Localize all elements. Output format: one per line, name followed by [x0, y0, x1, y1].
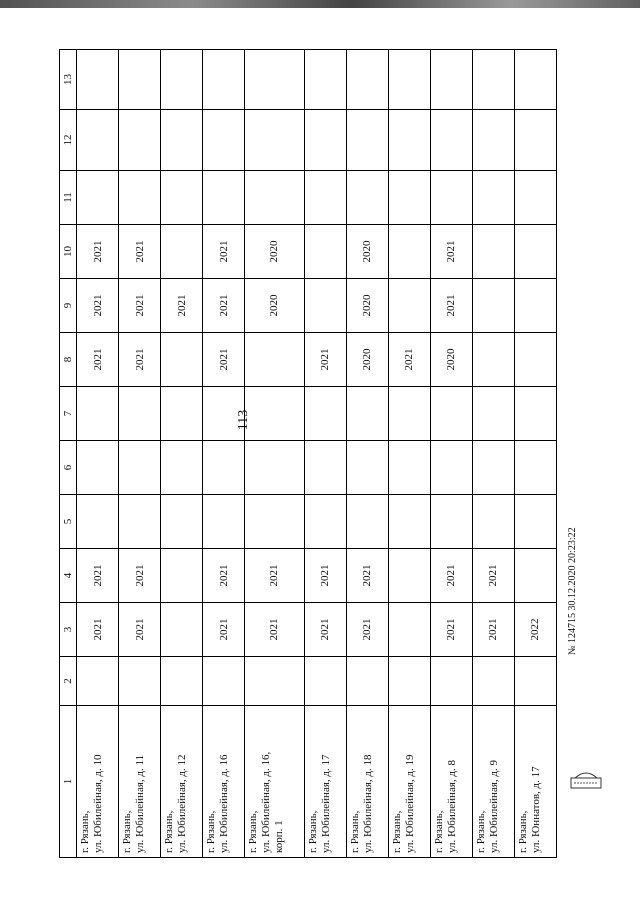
value-cell-col-3: [161, 603, 203, 657]
value-cell-col-10: [304, 225, 346, 279]
value-cell-col-2: [430, 657, 472, 706]
value-cell-col-6: [77, 441, 119, 495]
value-cell-col-10: [514, 225, 556, 279]
value-cell-col-6: [388, 441, 430, 495]
value-cell-col-13: [77, 50, 119, 110]
value-cell-col-2: [77, 657, 119, 706]
value-cell-col-6: [346, 441, 388, 495]
value-cell-col-9: 2021: [161, 279, 203, 333]
scan-top-edge: [0, 0, 640, 8]
value-cell-col-10: 2020: [346, 225, 388, 279]
value-cell-col-9: 2020: [346, 279, 388, 333]
column-header-8: 8: [60, 333, 77, 387]
table-row: [388, 50, 430, 858]
value-cell-col-9: [472, 279, 514, 333]
seal-stamp-icon: [565, 770, 609, 796]
address-cell: [119, 706, 161, 858]
value-cell-col-7: [161, 387, 203, 441]
address-line: ул. Юбилейная, д. 11: [134, 754, 147, 853]
value-cell-col-3: 2021: [472, 603, 514, 657]
table-row: [203, 50, 245, 858]
value-cell-col-10: [161, 225, 203, 279]
value-cell-col-4: 2021: [77, 549, 119, 603]
value-cell-col-8: [245, 333, 305, 387]
value-cell-col-8: 2021: [77, 333, 119, 387]
value-cell-col-8: [472, 333, 514, 387]
value-cell-col-6: [245, 441, 305, 495]
value-cell-col-11: [203, 171, 245, 225]
value-cell-col-7: [77, 387, 119, 441]
value-cell-col-4: 2021: [304, 549, 346, 603]
value-cell-col-4: 2021: [245, 549, 305, 603]
address-cell: [203, 706, 245, 858]
value-cell-col-4: 2021: [203, 549, 245, 603]
table-row: [346, 50, 388, 858]
value-cell-col-13: [245, 50, 305, 110]
value-cell-col-11: [430, 171, 472, 225]
value-cell-col-3: 2021: [245, 603, 305, 657]
value-cell-col-3: 2022: [514, 603, 556, 657]
address-line: г. Рязань,: [390, 810, 403, 853]
value-cell-col-8: 2020: [430, 333, 472, 387]
value-cell-col-3: 2021: [203, 603, 245, 657]
table-row: [514, 50, 556, 858]
value-cell-col-2: [346, 657, 388, 706]
table-row: [304, 50, 346, 858]
column-header-9: 9: [60, 279, 77, 333]
address-line: ул. Юбилейная, д. 8: [445, 760, 458, 853]
table-row: [472, 50, 514, 858]
column-header-4: 4: [60, 549, 77, 603]
value-cell-col-3: 2021: [119, 603, 161, 657]
value-cell-col-8: [514, 333, 556, 387]
value-cell-col-10: [472, 225, 514, 279]
value-cell-col-9: 2021: [77, 279, 119, 333]
value-cell-col-13: [203, 50, 245, 110]
value-cell-col-13: [346, 50, 388, 110]
address-cell: [161, 706, 203, 858]
address-line: ул. Юбилейная, д. 9: [487, 760, 500, 853]
value-cell-col-5: [77, 495, 119, 549]
value-cell-col-6: [304, 441, 346, 495]
address-cell: [472, 706, 514, 858]
value-cell-col-2: [203, 657, 245, 706]
value-cell-col-4: 2021: [430, 549, 472, 603]
column-header-3: 3: [60, 603, 77, 657]
address-line: г. Рязань,: [432, 810, 445, 853]
address-cell: [514, 706, 556, 858]
page-number: 113: [236, 409, 251, 431]
address-line: г. Рязань,: [516, 810, 529, 853]
value-cell-col-3: 2021: [304, 603, 346, 657]
value-cell-col-10: 2021: [77, 225, 119, 279]
value-cell-col-8: 2021: [388, 333, 430, 387]
address-cell: [77, 706, 119, 858]
value-cell-col-3: [388, 603, 430, 657]
value-cell-col-6: [203, 441, 245, 495]
value-cell-col-9: 2021: [430, 279, 472, 333]
value-cell-col-11: [161, 171, 203, 225]
value-cell-col-2: [161, 657, 203, 706]
address-line: г. Рязань,: [205, 810, 218, 853]
value-cell-col-6: [430, 441, 472, 495]
value-cell-col-5: [245, 495, 305, 549]
address-cell: [304, 706, 346, 858]
value-cell-col-5: [388, 495, 430, 549]
address-line: г. Рязань,: [121, 810, 134, 853]
column-header-5: 5: [60, 495, 77, 549]
value-cell-col-3: 2021: [77, 603, 119, 657]
value-cell-col-12: [514, 110, 556, 171]
value-cell-col-9: [304, 279, 346, 333]
address-line: г. Рязань,: [79, 810, 91, 853]
value-cell-col-5: [304, 495, 346, 549]
value-cell-col-13: [388, 50, 430, 110]
value-cell-col-11: [245, 171, 305, 225]
address-line: г. Рязань,: [348, 810, 361, 853]
value-cell-col-9: 2020: [245, 279, 305, 333]
value-cell-col-7: [203, 387, 245, 441]
column-header-1: 1: [60, 706, 77, 858]
value-cell-col-10: 2021: [430, 225, 472, 279]
table-row: [245, 50, 305, 858]
value-cell-col-5: [472, 495, 514, 549]
signature-line: [567, 527, 578, 655]
value-cell-col-8: 2021: [304, 333, 346, 387]
address-line: ул. Юбилейная, д. 16,: [260, 751, 273, 853]
value-cell-col-8: 2021: [119, 333, 161, 387]
value-cell-col-12: [430, 110, 472, 171]
column-header-2: 2: [60, 657, 77, 706]
value-cell-col-2: [119, 657, 161, 706]
value-cell-col-10: 2020: [245, 225, 305, 279]
address-cell: [346, 706, 388, 858]
address-line: ул. Юбилейная, д. 19: [403, 754, 416, 853]
value-cell-col-12: [77, 110, 119, 171]
value-cell-col-5: [430, 495, 472, 549]
value-cell-col-12: [119, 110, 161, 171]
address-line: ул. Юбилейная, д. 17: [319, 754, 332, 853]
address-line: корп. 1: [273, 820, 286, 853]
value-cell-col-13: [304, 50, 346, 110]
value-cell-col-7: [472, 387, 514, 441]
value-cell-col-13: [161, 50, 203, 110]
address-line: ул. Юбилейная, д. 12: [176, 754, 189, 853]
value-cell-col-4: 2021: [346, 549, 388, 603]
address-line: г. Рязань,: [474, 810, 487, 853]
value-cell-col-13: [430, 50, 472, 110]
value-cell-col-7: [119, 387, 161, 441]
value-cell-col-2: [245, 657, 305, 706]
table-row: [119, 50, 161, 858]
address-line: г. Рязань,: [306, 810, 319, 853]
table-row: [161, 50, 203, 858]
value-cell-col-5: [203, 495, 245, 549]
value-cell-col-9: 2021: [203, 279, 245, 333]
value-cell-col-10: 2021: [203, 225, 245, 279]
value-cell-col-5: [119, 495, 161, 549]
value-cell-col-8: 2021: [203, 333, 245, 387]
value-cell-col-11: [346, 171, 388, 225]
address-cell: [245, 706, 305, 858]
schedule-table: [59, 49, 557, 858]
value-cell-col-13: [119, 50, 161, 110]
value-cell-col-13: [472, 50, 514, 110]
value-cell-col-9: [388, 279, 430, 333]
value-cell-col-11: [119, 171, 161, 225]
value-cell-col-11: [304, 171, 346, 225]
value-cell-col-4: 2021: [472, 549, 514, 603]
value-cell-col-7: [388, 387, 430, 441]
value-cell-col-7: [346, 387, 388, 441]
value-cell-col-7: [430, 387, 472, 441]
signature-mark-icon: №: [567, 645, 578, 655]
value-cell-col-4: [161, 549, 203, 603]
column-header-11: 11: [60, 171, 77, 225]
value-cell-col-2: [388, 657, 430, 706]
value-cell-col-11: [472, 171, 514, 225]
table-header-row: [60, 50, 77, 858]
value-cell-col-8: 2020: [346, 333, 388, 387]
value-cell-col-11: [514, 171, 556, 225]
value-cell-col-6: [119, 441, 161, 495]
value-cell-col-12: [304, 110, 346, 171]
address-line: ул. Юбилейная, д. 18: [361, 754, 374, 853]
value-cell-col-7: [245, 387, 305, 441]
column-header-13: 13: [60, 50, 77, 110]
address-cell: [388, 706, 430, 858]
address-line: г. Рязань,: [247, 810, 260, 853]
value-cell-col-3: 2021: [430, 603, 472, 657]
value-cell-col-12: [161, 110, 203, 171]
column-header-6: 6: [60, 441, 77, 495]
value-cell-col-11: [77, 171, 119, 225]
value-cell-col-6: [161, 441, 203, 495]
column-header-7: 7: [60, 387, 77, 441]
value-cell-col-8: [161, 333, 203, 387]
value-cell-col-7: [514, 387, 556, 441]
value-cell-col-11: [388, 171, 430, 225]
value-cell-col-12: [203, 110, 245, 171]
value-cell-col-4: [388, 549, 430, 603]
value-cell-col-12: [472, 110, 514, 171]
signature-text: 124715 30.12.2020 20:23:22: [567, 527, 578, 643]
table-body: [77, 50, 557, 858]
address-line: ул. Юннатов, д. 17: [529, 766, 542, 853]
value-cell-col-2: [514, 657, 556, 706]
value-cell-col-5: [346, 495, 388, 549]
value-cell-col-2: [472, 657, 514, 706]
value-cell-col-7: [304, 387, 346, 441]
column-header-12: 12: [60, 110, 77, 171]
address-cell: [430, 706, 472, 858]
value-cell-col-12: [388, 110, 430, 171]
value-cell-col-2: [304, 657, 346, 706]
value-cell-col-12: [346, 110, 388, 171]
address-line: г. Рязань,: [163, 810, 176, 853]
value-cell-col-6: [472, 441, 514, 495]
value-cell-col-10: [388, 225, 430, 279]
rotated-table-wrapper: [59, 50, 557, 858]
table-row: [430, 50, 472, 858]
value-cell-col-13: [514, 50, 556, 110]
address-line: ул. Юбилейная, д. 16: [218, 754, 231, 853]
value-cell-col-5: [514, 495, 556, 549]
value-cell-col-4: [514, 549, 556, 603]
column-header-10: 10: [60, 225, 77, 279]
value-cell-col-10: 2021: [119, 225, 161, 279]
address-line: ул. Юбилейная, д. 10: [92, 754, 104, 853]
value-cell-col-9: [514, 279, 556, 333]
table-row: [77, 50, 119, 858]
value-cell-col-5: [161, 495, 203, 549]
value-cell-col-9: 2021: [119, 279, 161, 333]
value-cell-col-3: 2021: [346, 603, 388, 657]
value-cell-col-12: [245, 110, 305, 171]
value-cell-col-4: 2021: [119, 549, 161, 603]
value-cell-col-6: [514, 441, 556, 495]
